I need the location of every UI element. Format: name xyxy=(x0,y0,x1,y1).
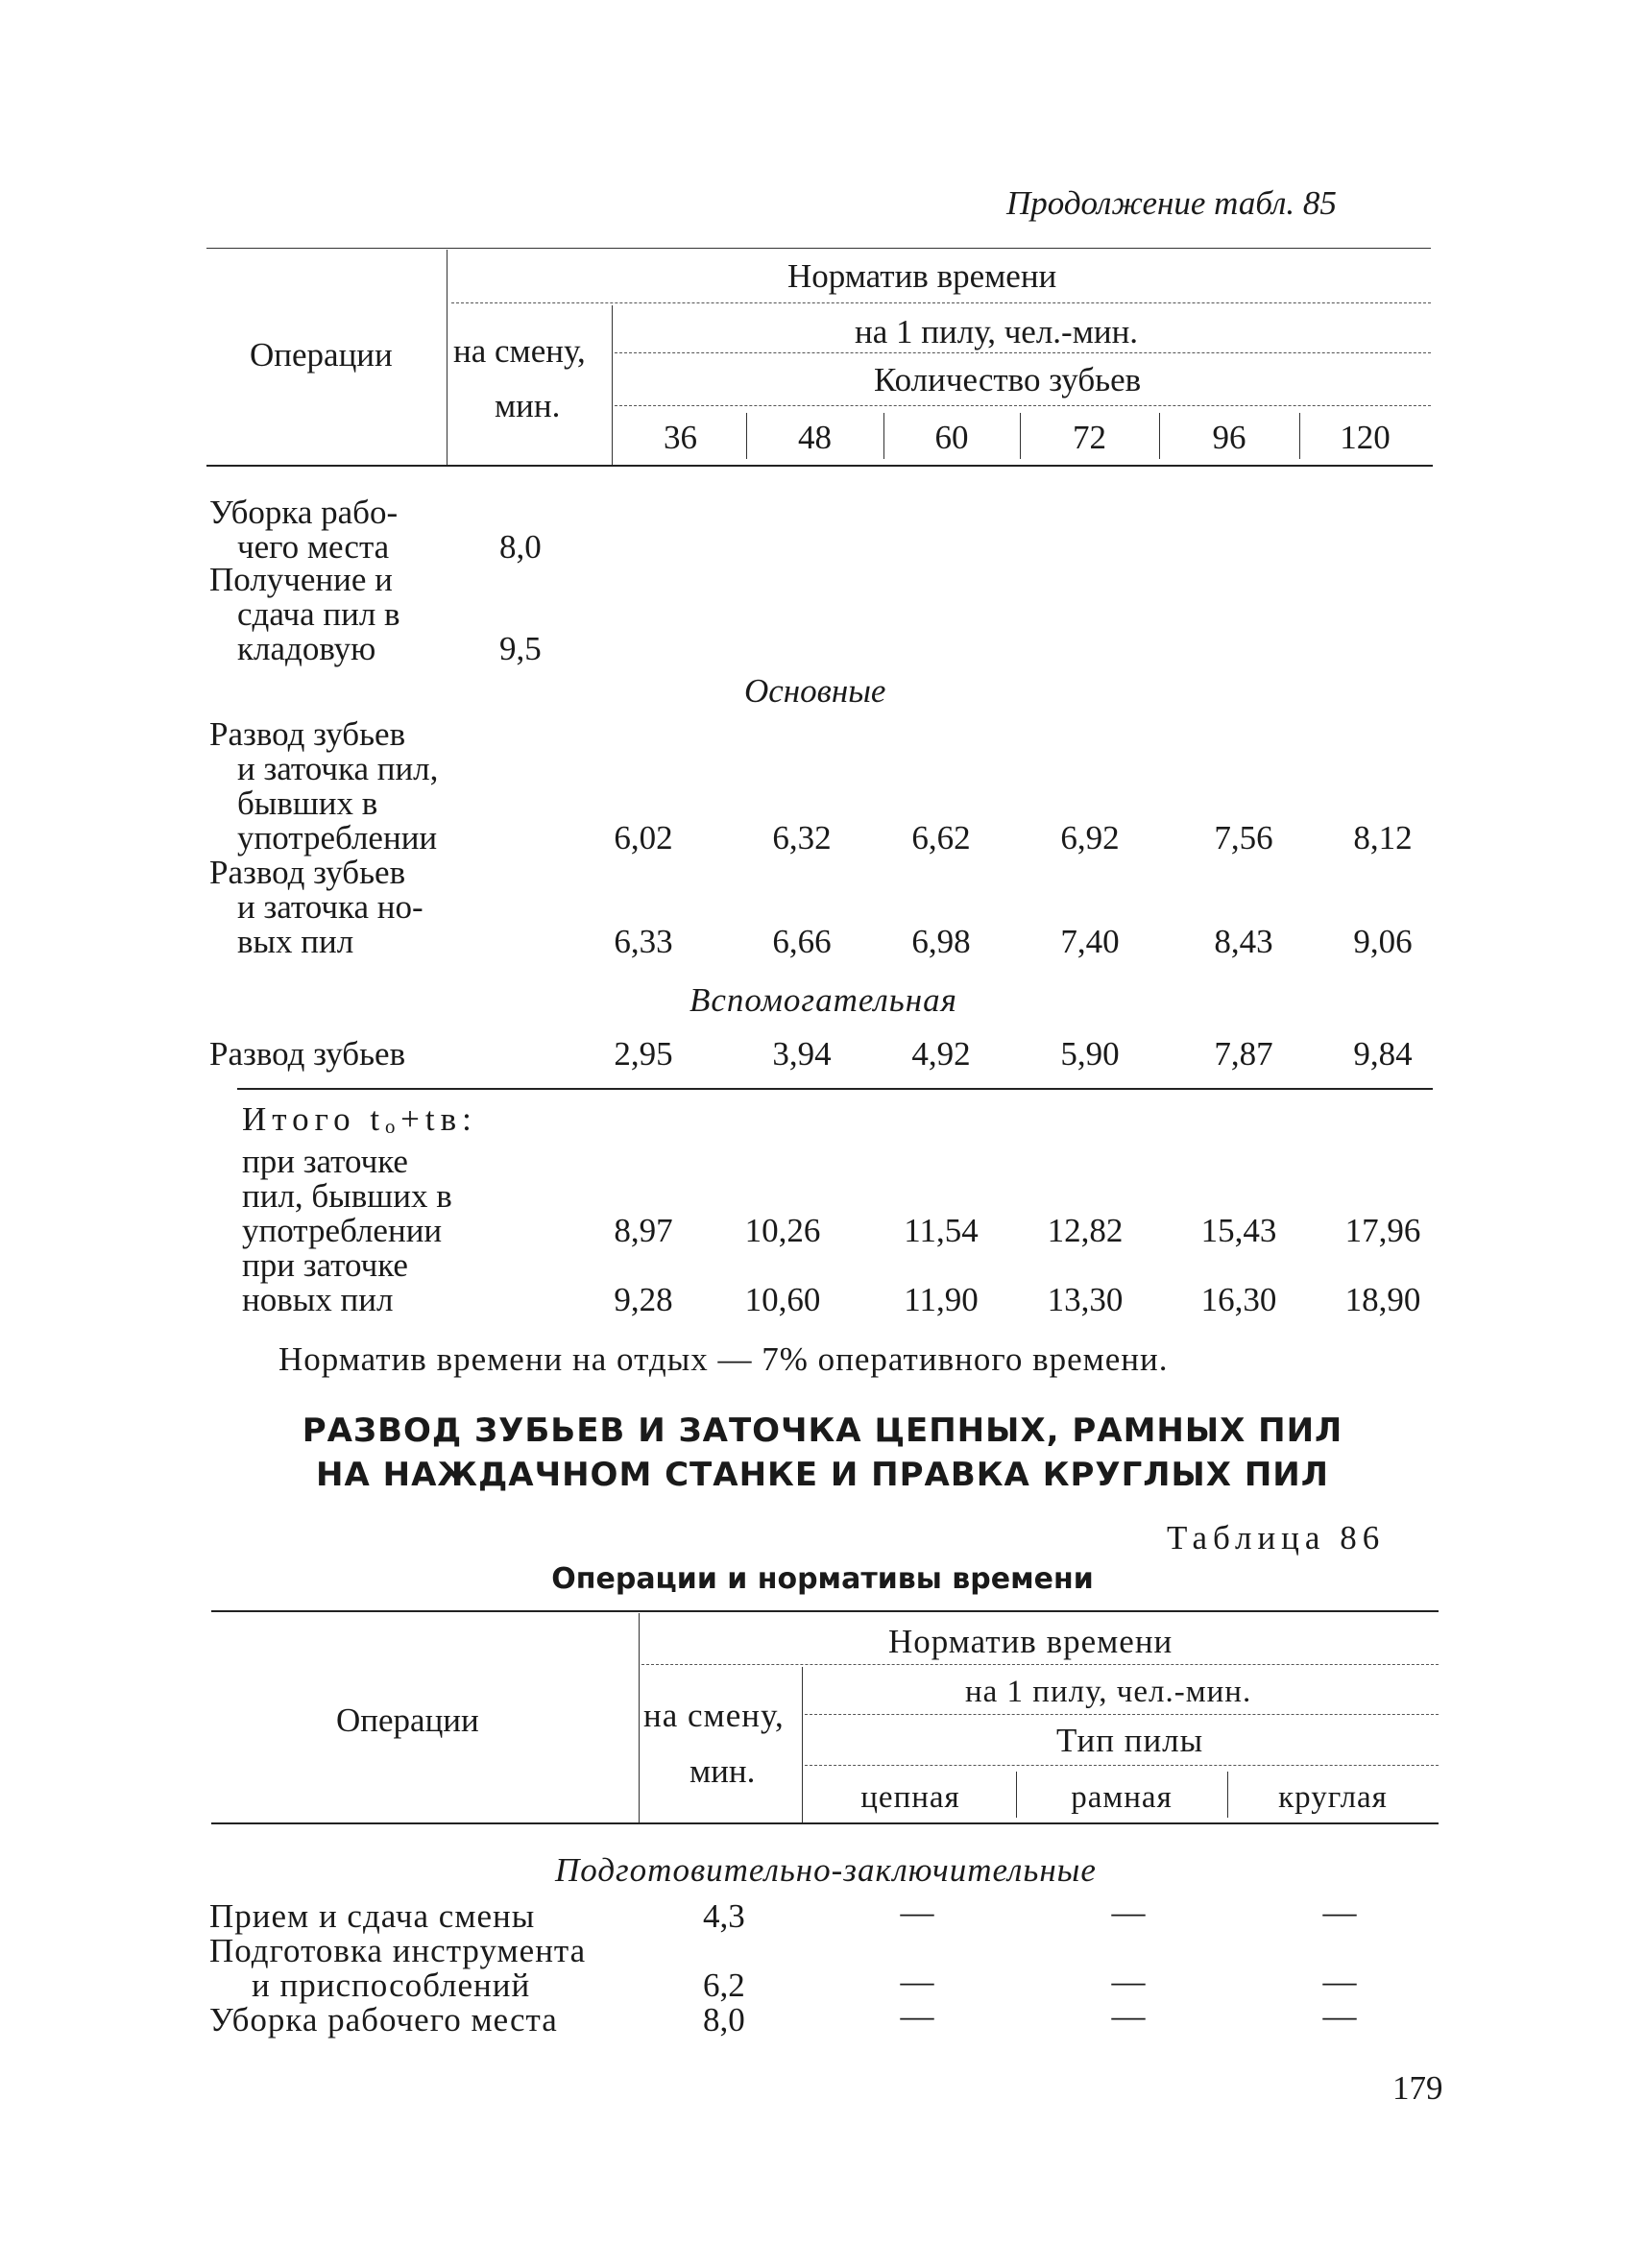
table86-saw-type: Тип пилы xyxy=(1056,1722,1204,1759)
rule xyxy=(805,1765,1439,1766)
row-label: и приспособлений xyxy=(252,1966,531,2004)
rule xyxy=(206,248,1431,249)
table85-teeth-60: 60 xyxy=(934,419,969,456)
table86-per-shift-2: мин. xyxy=(689,1752,756,1790)
table85-per-shift-2: мин. xyxy=(495,387,561,424)
table86-type-chain: цепная xyxy=(860,1780,960,1815)
cell: 6,98 xyxy=(911,923,971,960)
table86-per-shift-1: на смену, xyxy=(643,1697,785,1734)
row-label: новых пил xyxy=(242,1281,394,1318)
cell: 11,90 xyxy=(904,1281,979,1318)
shift-value: 4,3 xyxy=(703,1897,745,1935)
row-label: и заточка но- xyxy=(237,888,423,926)
rule xyxy=(641,1664,1439,1665)
cell: 5,90 xyxy=(1060,1035,1120,1073)
continuation-caption: Продолжение табл. 85 xyxy=(1006,184,1337,222)
cell: 7,56 xyxy=(1214,819,1273,857)
row-label: бывших в xyxy=(237,784,378,822)
row-label: вых пил xyxy=(237,923,354,960)
cell: 10,26 xyxy=(744,1212,821,1249)
row-label: чего места xyxy=(237,528,390,566)
cell: 6,92 xyxy=(1060,819,1120,857)
table85-teeth-36: 36 xyxy=(664,419,697,456)
rule xyxy=(211,1822,1439,1824)
table85-norm-time: Норматив времени xyxy=(787,257,1057,295)
cell: 16,30 xyxy=(1200,1281,1277,1318)
row-label: сдача пил в xyxy=(237,595,400,633)
section-main: Основные xyxy=(744,672,886,710)
cell: 7,40 xyxy=(1060,923,1120,960)
table86-per-saw: на 1 пилу, чел.-мин. xyxy=(965,1675,1252,1709)
cell: 15,43 xyxy=(1200,1212,1277,1249)
section-heading-line2: НА НАЖДАЧНОМ СТАНКЕ И ПРАВКА КРУГЛЫХ ПИЛ xyxy=(316,1456,1329,1494)
cell: 9,28 xyxy=(614,1281,673,1318)
row-label: Подготовка инструмента xyxy=(209,1932,587,1969)
cell: 10,60 xyxy=(744,1281,821,1318)
cell: — xyxy=(1322,1997,1357,2035)
cell: — xyxy=(1111,1963,1146,2000)
rule xyxy=(451,302,1431,303)
row-label: Прием и сдача смены xyxy=(209,1897,536,1935)
cell: 9,84 xyxy=(1353,1035,1413,1073)
cell: 6,32 xyxy=(772,819,832,857)
table85-teeth-count: Количество зубьев xyxy=(874,361,1142,398)
cell: 7,87 xyxy=(1214,1035,1273,1073)
table86-caption: Операции и нормативы времени xyxy=(551,1562,1094,1596)
cell: 8,97 xyxy=(614,1212,673,1249)
row-label: Развод зубьев xyxy=(209,715,406,753)
section-prep: Подготовительно-заключительные xyxy=(555,1851,1097,1889)
rule xyxy=(211,1610,1439,1612)
cell: 9,06 xyxy=(1353,923,1413,960)
cell: — xyxy=(900,1894,934,1931)
total-label: Итого tₒ+tв: xyxy=(242,1100,477,1138)
table85-teeth-120: 120 xyxy=(1340,419,1391,456)
shift-value: 6,2 xyxy=(703,1966,745,2004)
cell: — xyxy=(1111,1894,1146,1931)
cell: — xyxy=(900,1963,934,2000)
rule xyxy=(802,1667,803,1822)
cell: 6,66 xyxy=(772,923,832,960)
shift-value: 9,5 xyxy=(499,630,542,667)
row-label: кладовую xyxy=(237,630,376,667)
cell: 4,92 xyxy=(911,1035,971,1073)
cell: 17,96 xyxy=(1344,1212,1421,1249)
row-label: при заточке xyxy=(242,1246,408,1284)
row-label: Развод зубьев xyxy=(209,854,406,891)
row-label: употреблении xyxy=(237,819,438,857)
rule xyxy=(615,352,1431,353)
table85-teeth-72: 72 xyxy=(1073,419,1106,456)
row-label: пил, бывших в xyxy=(242,1177,452,1215)
table85-teeth-96: 96 xyxy=(1212,419,1246,456)
rule xyxy=(237,1088,1433,1090)
section-aux: Вспомогательная xyxy=(689,981,957,1019)
row-label: Уборка рабо- xyxy=(209,494,399,531)
table86-norm-time: Норматив времени xyxy=(888,1623,1173,1660)
rest-note: Норматив времени на отдых — 7% оперативного времени. xyxy=(278,1340,1169,1378)
rule xyxy=(805,1714,1439,1715)
shift-value: 8,0 xyxy=(499,528,542,566)
row-label: Развод зубьев xyxy=(209,1035,406,1073)
rule xyxy=(639,1613,640,1822)
table85-teeth-48: 48 xyxy=(798,419,832,456)
cell: — xyxy=(1111,1997,1146,2035)
cell: 11,54 xyxy=(904,1212,979,1249)
cell: 12,82 xyxy=(1047,1212,1124,1249)
cell: 6,33 xyxy=(614,923,673,960)
cell: — xyxy=(900,1997,934,2035)
table85-per-saw: на 1 пилу, чел.-мин. xyxy=(855,313,1139,350)
row-label: и заточка пил, xyxy=(237,750,439,787)
cell: 6,02 xyxy=(614,819,673,857)
page-number: 179 xyxy=(1392,2069,1443,2107)
rule xyxy=(612,305,613,465)
table86-type-frame: рамная xyxy=(1071,1780,1173,1815)
table86-number: Таблица 86 xyxy=(1167,1519,1386,1556)
table86-col-operations: Операции xyxy=(336,1701,479,1739)
cell: 2,95 xyxy=(614,1035,673,1073)
row-label: Получение и xyxy=(209,561,393,598)
row-label: употреблении xyxy=(242,1212,443,1249)
rule xyxy=(615,405,1431,406)
section-heading-line1: РАЗВОД ЗУБЬЕВ И ЗАТОЧКА ЦЕПНЫХ, РАМНЫХ ПИЛ xyxy=(302,1411,1343,1450)
rule xyxy=(206,465,1433,467)
cell: 8,12 xyxy=(1353,819,1413,857)
table86-type-circular: круглая xyxy=(1278,1780,1388,1815)
cell: — xyxy=(1322,1894,1357,1931)
row-label: при заточке xyxy=(242,1143,408,1180)
cell: 8,43 xyxy=(1214,923,1273,960)
cell: 6,62 xyxy=(911,819,971,857)
cell: — xyxy=(1322,1963,1357,2000)
row-label: Уборка рабочего места xyxy=(209,2001,558,2039)
cell: 3,94 xyxy=(772,1035,832,1073)
table85-per-shift-1: на смену, xyxy=(453,332,586,370)
cell: 18,90 xyxy=(1344,1281,1421,1318)
cell: 13,30 xyxy=(1047,1281,1124,1318)
rule xyxy=(447,250,448,465)
table85-col-operations: Операции xyxy=(250,336,393,374)
shift-value: 8,0 xyxy=(703,2001,745,2039)
